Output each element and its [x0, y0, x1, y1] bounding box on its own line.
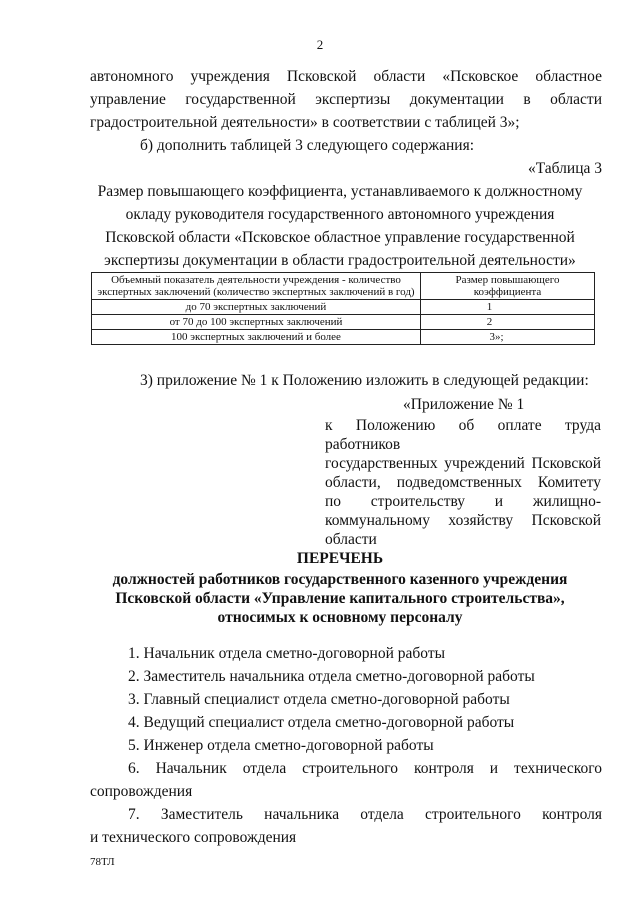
appendix-line: области — [325, 531, 377, 548]
list-item: 3. Главный специалист отдела сметно-договорной работы — [128, 691, 510, 708]
table-title-line-3: Псковской области «Псковское областное управление государственной — [105, 229, 575, 246]
table-title-line-2: окладу руководителя государственного автономного учреждения — [125, 206, 555, 223]
table-header-indicator: Объемный показатель деятельности учреждения - количество экспертных заключений (количество экспертных заключений в год) — [92, 273, 421, 300]
list-item-7-line-2: и технического сопровождения — [90, 829, 297, 846]
list-item: 5. Инженер отдела сметно-договорной работы — [128, 737, 434, 754]
coefficient-table — [91, 272, 595, 345]
appendix-line: к Положению об оплате труда работников — [325, 417, 601, 453]
item-3: 3) приложение № 1 к Положению изложить в следующей редакции: — [140, 372, 589, 389]
list-heading-line-1: должностей работников государственного казенного учреждения — [112, 571, 568, 588]
list-item: 4. Ведущий специалист отдела сметно-договорной работы — [128, 714, 515, 731]
intro-line-2: управление государственной экспертизы документации в области — [90, 91, 602, 108]
table-title-line-4: экспертизы документации в области градостроительной деятельности» — [104, 252, 576, 269]
list-heading-line-2: Псковской области «Управление капитального строительства», — [115, 590, 565, 607]
table-cell-coefficient: 3»; — [421, 330, 595, 345]
list-item-7-line-1: 7. Заместитель начальника отдела строительного контроля — [128, 806, 602, 823]
intro-line-1: автономного учреждения Псковской области «Псковское областное — [90, 68, 602, 85]
table-label: «Таблица 3 — [527, 160, 602, 177]
table-row — [92, 300, 595, 315]
list-item: 1. Начальник отдела сметно-договорной работы — [128, 645, 446, 662]
list-item-6-line-1: 6. Начальник отдела строительного контроля и технического — [128, 760, 602, 777]
page-number: 2 — [316, 37, 324, 52]
intro-line-3: градостроительной деятельности» в соответствии с таблицей 3»; — [90, 114, 520, 131]
list-item: 2. Заместитель начальника отдела сметно-договорной работы — [128, 668, 535, 685]
appendix-caption — [325, 416, 601, 549]
table-cell-indicator: от 70 до 100 экспертных заключений — [92, 315, 421, 330]
table-row — [92, 315, 595, 330]
appendix-line: государственных учреждений Псковской — [325, 455, 601, 472]
table-title-line-1: Размер повышающего коэффициента, устанавливаемого к должностному — [97, 183, 583, 200]
list-heading-title: ПЕРЕЧЕНЬ — [296, 550, 384, 567]
appendix-line: по строительству и жилищно- — [325, 493, 601, 510]
list-item-6-line-2: сопровождения — [90, 783, 193, 800]
table-cell-coefficient: 1 — [421, 300, 595, 315]
table-row — [92, 330, 595, 345]
table-header-coefficient: Размер повышающего коэффициента — [421, 273, 595, 300]
item-b: б) дополнить таблицей 3 следующего содержания: — [140, 137, 475, 154]
appendix-line: коммунальному хозяйству Псковской — [325, 512, 601, 529]
table-cell-indicator: 100 экспертных заключений и более — [92, 330, 421, 345]
table-header-row — [92, 273, 595, 300]
footer-code: 78ТЛ — [90, 856, 115, 868]
table-cell-indicator: до 70 экспертных заключений — [92, 300, 421, 315]
appendix-line: области, подведомственных Комитету — [325, 474, 601, 491]
list-heading-line-3: относимых к основному персоналу — [217, 609, 463, 626]
table-cell-coefficient: 2 — [421, 315, 595, 330]
appendix-title: «Приложение № 1 — [403, 396, 525, 413]
